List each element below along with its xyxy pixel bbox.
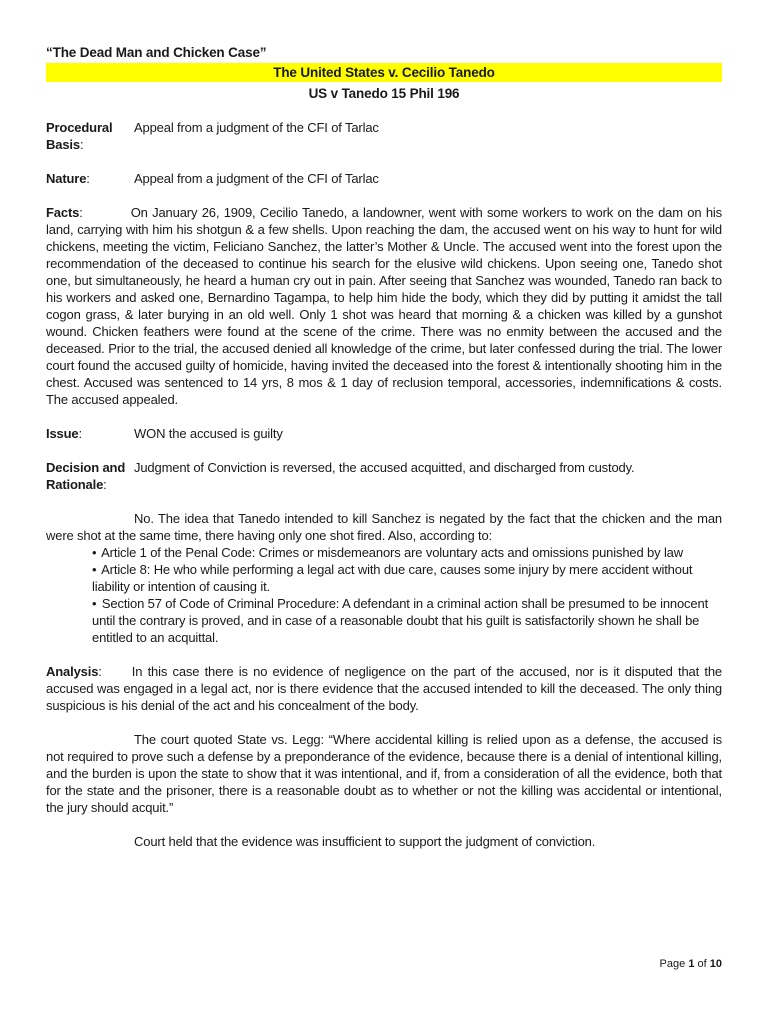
issue-section [46, 425, 722, 442]
document-page [46, 44, 722, 850]
case-title: The United States v. Cecilio Tanedo [46, 63, 722, 82]
rationale-paragraph: No. The idea that Tanedo intended to kill Sanchez is negated by the fact that the chicken and the man were shot at the same time, there having only one shot fired. Also, according to: [46, 511, 722, 543]
list-item: • Article 1 of the Penal Code: Crimes or misdemeanors are voluntary acts and omissions punished by law [92, 545, 683, 560]
decision-text: Judgment of Conviction is reversed, the accused acquitted, and discharged from custody. [134, 460, 635, 475]
procedural-basis-section [46, 119, 722, 153]
decision-section [46, 459, 722, 493]
list-item: • Section 57 of Code of Criminal Procedure: A defendant in a criminal action shall be presumed to be innocent until the contrary is proved, and in case of a reasonable doubt that his guilt is satisfactorily shown he shall be entitled to an acquittal. [92, 596, 709, 645]
decision-label: Decision and Rationale: [46, 460, 126, 492]
facts-section [46, 204, 722, 408]
procedural-basis-label: Procedural Basis: [46, 120, 113, 152]
issue-text: WON the accused is guilty [134, 426, 283, 441]
facts-text: On January 26, 1909, Cecilio Tanedo, a landowner, went with some workers to work on the dam on his land, carrying with him his shotgun & a few shells. Upon reaching the dam, the accused went on his way to hunt for wild chickens, meeting the victim, Feliciano Sanchez, the latter’s Mother & Uncle. The accused went into the forest upon the recommendation of the deceased to continue his search for the elusive wild chickens. Upon seeing one, Tanedo shot one, but simultaneously, he heard a human cry out in pain. After seeing that Sanchez was wounded, Tanedo ran back to his workers and asked one, Bernardino Tagampa, to help him hide the body, which they did by putting it amidst the tall cogon grass, & later burying in an old well. Only 1 shot was heard that morning & a chicken was killed by a gunshot wound. Chicken feathers were found at the scene of the crime. There was no enmity between the accused and the deceased. Prior to the trial, the accused denied all knowledge of the crime, but later confessed during the trial. The lower court found the accused guilty of homicide, having invited the deceased into the forest & intentionally shooting him in the chest. Accused was sentenced to 14 yrs, 8 mos & 1 day of reclusion temporal, accessories, indemnifications & costs. The accused appealed. [46, 205, 722, 407]
holding-paragraph: Court held that the evidence was insufficient to support the judgment of conviction. [134, 834, 596, 849]
facts-label: Facts: [46, 205, 83, 220]
case-citation: US v Tanedo 15 Phil 196 [308, 86, 460, 101]
analysis-text: In this case there is no evidence of negligence on the part of the accused, nor is it disputed that the accused was engaged in a legal act, nor is there evidence that the accused intended to kill the deceased. The only thing suspicious is his denial of the act and his concealment of the body. [46, 664, 722, 713]
nature-text: Appeal from a judgment of the CFI of Tarlac [134, 171, 379, 186]
page-number: Page 1 of 10 [659, 958, 722, 970]
analysis-label: Analysis: [46, 664, 102, 679]
nature-label: Nature: [46, 171, 90, 186]
procedural-basis-text: Appeal from a judgment of the CFI of Tarlac [134, 120, 379, 135]
case-nickname: “The Dead Man and Chicken Case” [46, 45, 267, 60]
rationale-bullet-list [46, 544, 722, 646]
list-item: • Article 8: He who while performing a legal act with due care, causes some injury by mere accident without liability or intention of causing it. [92, 562, 693, 594]
analysis-section [46, 663, 722, 714]
court-quote-paragraph: The court quoted State vs. Legg: “Where accidental killing is relied upon as a defense, the accused is not required to prove such a defense by a preponderance of the evidence, because there is a denial of intentional killing, and the burden is upon the state to show that it was intentional, and if, from a consideration of all the evidence, both that for the state and the prisoner, there is a reasonable doubt as to whether or not the killing was accidental or intentional, the jury should acquit.” [46, 732, 722, 815]
nature-section [46, 170, 722, 187]
issue-label: Issue: [46, 426, 82, 441]
